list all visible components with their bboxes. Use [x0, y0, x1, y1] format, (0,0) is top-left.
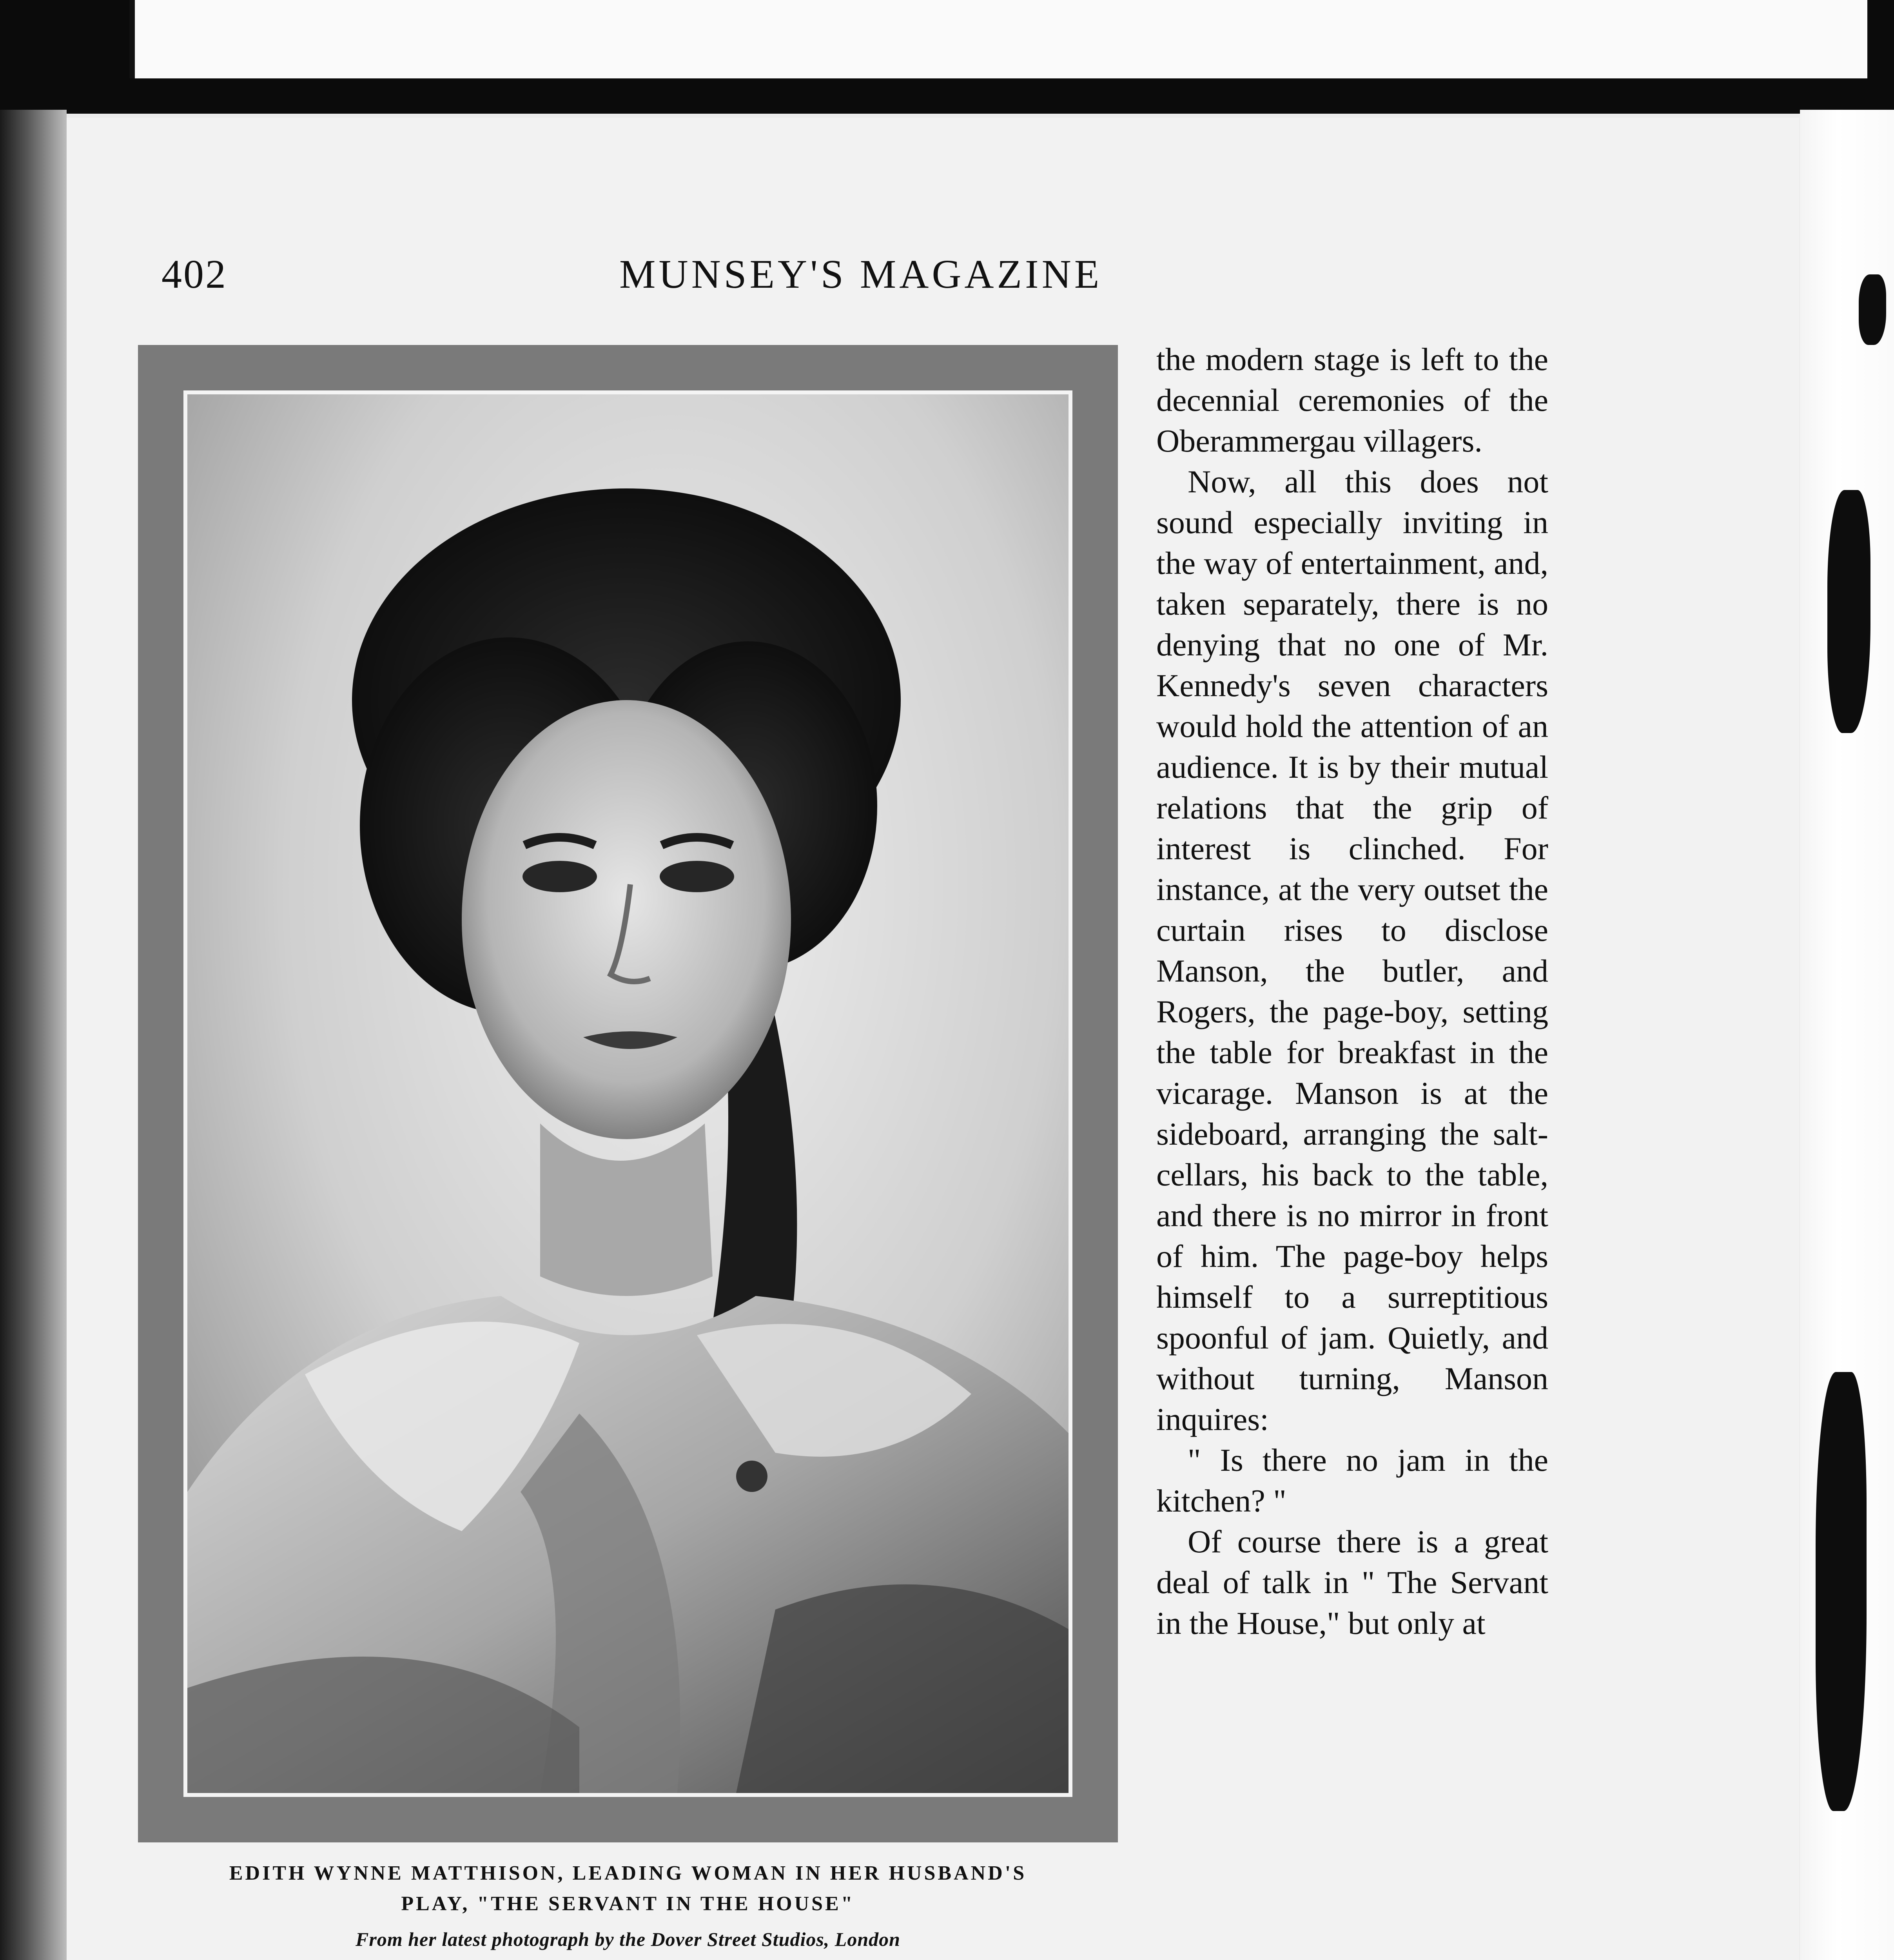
- portrait-photo: [183, 390, 1072, 1797]
- right-text-column: [1156, 339, 1548, 1644]
- quote: " Is there no jam in the kitchen? ": [1156, 1442, 1548, 1519]
- magazine-title: MUNSEY'S MAGAZINE: [619, 252, 1103, 297]
- photo-caption: [138, 1858, 1118, 1951]
- page-number: 402: [161, 252, 227, 297]
- photo-credit: From her latest photograph by the Dover Street Studios, London: [356, 1928, 900, 1950]
- paragraph: Now, all this does not sound especially inviting in the way of entertainment, and, taken separately, there is no denying that no one of Mr. Kennedy's seven characters would hold the attention of an audience. It is by their mutual relations that the grip of interest is clinched. For instance, at the very outset the curtain rises to disclose Manson, the butler, and Rogers, the page-boy, setting the table for breakfast in the vicarage. Manson is at the sideboard, arranging the salt-cellars, his back to the table, and there is no mirror in front of him. The page-boy helps himself to a surreptitious spoonful of jam. Quietly, and without turning, Manson inquires:: [1156, 464, 1548, 1437]
- portrait-photo-frame: [138, 345, 1118, 1842]
- paragraph: Of course there is a great deal of talk in " The Servant in the House," but only at: [1156, 1524, 1548, 1641]
- caption-line-1: EDITH WYNNE MATTHISON, LEADING WOMAN IN HER HUSBAND'S: [229, 1862, 1027, 1884]
- previous-page-edge: [129, 0, 1894, 78]
- binding-shadow: [0, 110, 67, 1960]
- portrait-image: [187, 394, 1069, 1793]
- scan-blot: [1827, 490, 1870, 733]
- running-head: [0, 251, 1894, 306]
- scan-blot: [1816, 1372, 1867, 1811]
- caption-line-2: PLAY, "THE SERVANT IN THE HOUSE": [401, 1893, 855, 1915]
- paragraph: the modern stage is left to the decennial ceremonies of the Oberammergau villagers.: [1156, 341, 1548, 459]
